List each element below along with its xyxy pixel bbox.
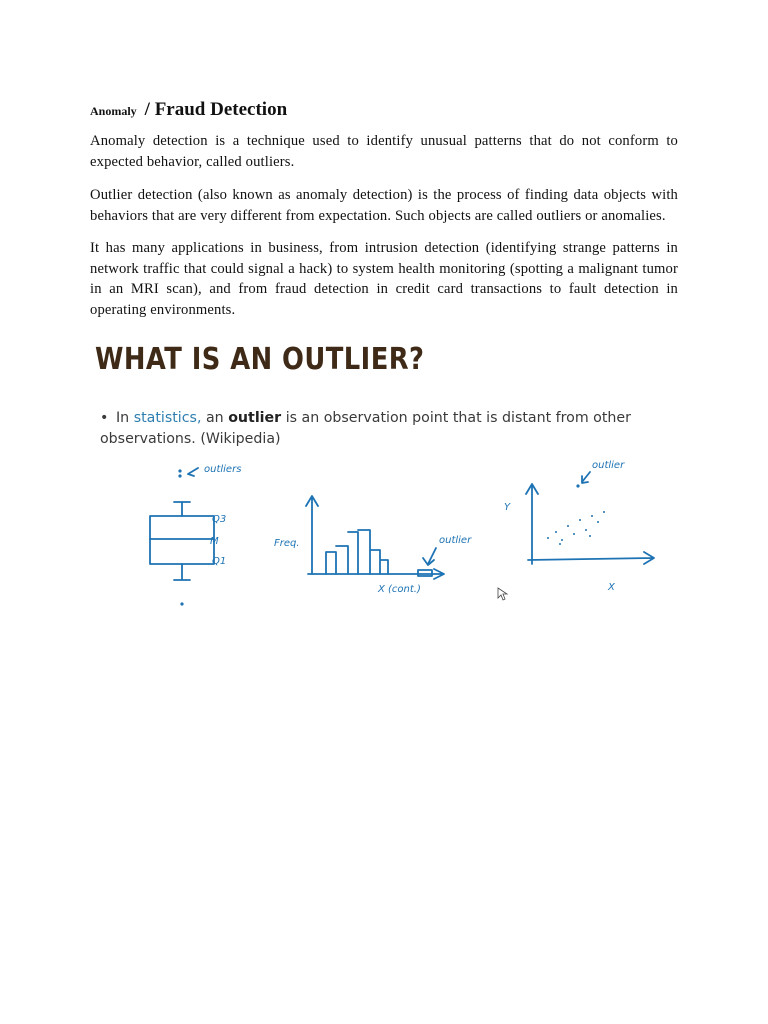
freq-label: Freq. xyxy=(274,538,300,549)
heading-title: / Fraud Detection xyxy=(144,99,288,120)
heading-prefix: Anomaly xyxy=(90,104,137,118)
scatter-y-label: Y xyxy=(504,502,511,513)
outlier-slide-image xyxy=(90,336,680,642)
slide-bullet xyxy=(100,408,660,450)
histogram-x-label: X (cont.) xyxy=(378,584,421,595)
histogram-outlier-label: outlier xyxy=(439,535,472,546)
bullet-post: is an observation point that is distant from other observations. (Wikipedia) xyxy=(100,410,631,447)
page-heading xyxy=(90,88,678,127)
q3-label: Q3 xyxy=(212,514,227,525)
boxplot-outliers-label: outliers xyxy=(204,464,242,475)
paragraph-applications: It has many applications in business, from intrusion detection (identifying strange patterns in network traffic that could signal a hack) to system health monitoring (spotting a malignant tumor in an MRI scan), and from fraud detection in credit card transactions to fault detection in operating environments. xyxy=(90,240,678,318)
paragraph-outlier-detection: Outlier detection (also known as anomaly detection) is the process of finding data objects with behaviors that are very different from expectation. Such objects are called outliers or anomalies. xyxy=(90,187,678,224)
statistics-link[interactable]: statistics, xyxy=(133,410,202,426)
document-body xyxy=(90,88,678,318)
bullet-pre: In xyxy=(116,410,130,426)
mouse-cursor-icon xyxy=(498,588,507,600)
scatter-sketch xyxy=(504,460,654,593)
paragraph-definition: Anomaly detection is a technique used to identify unusual patterns that do not conform to expected behavior, called outliers. xyxy=(90,133,678,170)
outlier-sketches xyxy=(90,446,680,642)
scatter-x-label: X xyxy=(608,582,615,593)
slide-title: WHAT IS AN OUTLIER? xyxy=(95,342,425,377)
bullet-bold: outlier xyxy=(228,410,282,426)
q1-label: Q1 xyxy=(212,556,227,567)
bullet-dot: • xyxy=(100,410,109,426)
median-label: M xyxy=(210,536,219,547)
histogram-sketch xyxy=(274,496,472,595)
scatter-outlier-label: outlier xyxy=(592,460,625,471)
boxplot-sketch xyxy=(150,464,241,606)
bullet-mid: an xyxy=(205,410,224,426)
